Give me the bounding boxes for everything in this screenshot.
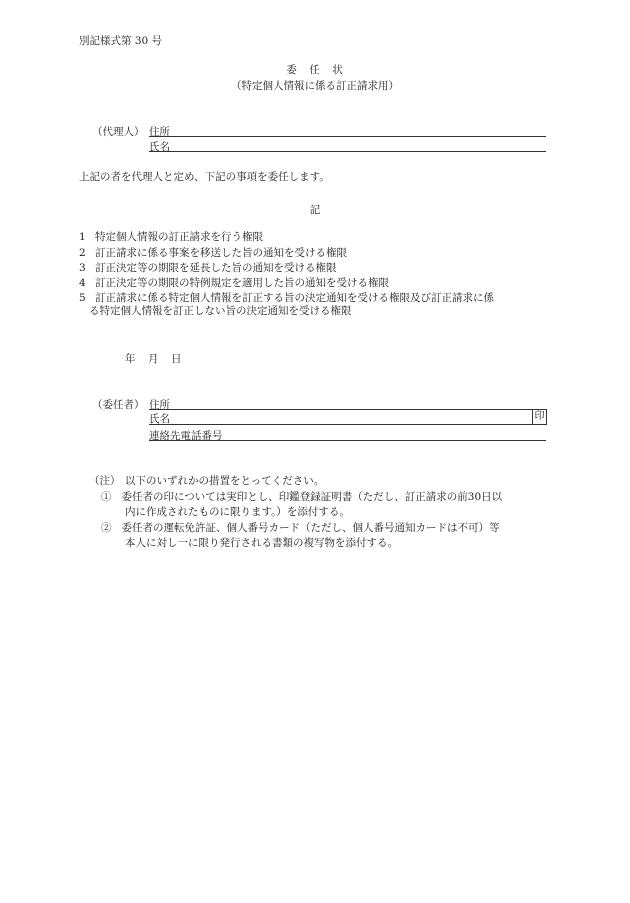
agent-address-label: 住所	[149, 126, 170, 138]
item-text: 訂正請求に係る事案を移送した旨の通知を受ける権限	[95, 247, 347, 259]
form-number: 別記様式第 30 号	[79, 35, 163, 47]
item-text: 訂正請求に係る特定個人情報を訂正する旨の決定通知を受ける権限及び訂正請求に係	[95, 292, 494, 304]
document-title: 委 任 状	[286, 64, 344, 76]
note-mark: ②	[101, 522, 112, 534]
note-text-continuation: 本人に対し一に限り発行される書類の複写物を添付する。	[125, 537, 398, 549]
document-subtitle: （特定個人情報に係る訂正請求用）	[231, 80, 399, 92]
principal-label: （委任者）	[92, 399, 145, 411]
item-number: 4	[79, 277, 86, 289]
principal-name-line	[149, 424, 546, 425]
list-item-continuation	[79, 303, 352, 318]
principal-name-label: 氏名	[149, 413, 170, 425]
note-label: （注）	[89, 475, 121, 487]
note-item	[101, 489, 502, 504]
note-text: 委任者の印については実印とし、印鑑登録証明書（ただし、訂正請求の前30日以	[121, 491, 503, 503]
agent-address-line	[149, 136, 546, 137]
note-item	[101, 520, 500, 535]
item-number: 1	[79, 231, 86, 243]
list-item	[79, 229, 263, 244]
delegation-statement: 上記の者を代理人と定め、下記の事項を委任します。	[79, 171, 330, 183]
principal-address-label: 住所	[149, 399, 170, 411]
agent-label: （代理人）	[92, 126, 145, 138]
note-mark: ①	[101, 491, 112, 503]
agent-name-label: 氏名	[149, 141, 170, 153]
agent-name-line	[149, 151, 546, 152]
item-number: 2	[79, 247, 86, 259]
list-item	[79, 260, 337, 275]
date-line: 年 月 日	[125, 353, 183, 365]
item-number: 3	[79, 262, 86, 274]
list-item	[79, 275, 389, 290]
principal-phone-label: 連絡先電話番号	[149, 430, 223, 442]
item-text: 特定個人情報の訂正請求を行う権限	[95, 231, 263, 243]
note-text: 委任者の運転免許証、個人番号カード（ただし、個人番号通知カードは不可）等	[121, 522, 500, 534]
note-intro: 以下のいずれかの措置をとってください。	[125, 475, 325, 487]
item-number: 5	[79, 292, 86, 304]
seal-box: 印	[532, 409, 547, 425]
note-text-continuation: 内に作成されたものに限ります。）を添付する。	[125, 506, 350, 518]
item-text: 訂正決定等の期限の特例規定を適用した旨の通知を受ける権限	[95, 277, 389, 289]
principal-phone-line	[149, 440, 546, 441]
ki-heading: 記	[309, 204, 321, 216]
list-item	[79, 245, 347, 260]
item-text: 訂正決定等の期限を延長した旨の通知を受ける権限	[95, 262, 337, 274]
item-text-continuation: る特定個人情報を訂正しない旨の決定通知を受ける権限	[89, 305, 352, 317]
principal-address-line	[149, 409, 546, 410]
